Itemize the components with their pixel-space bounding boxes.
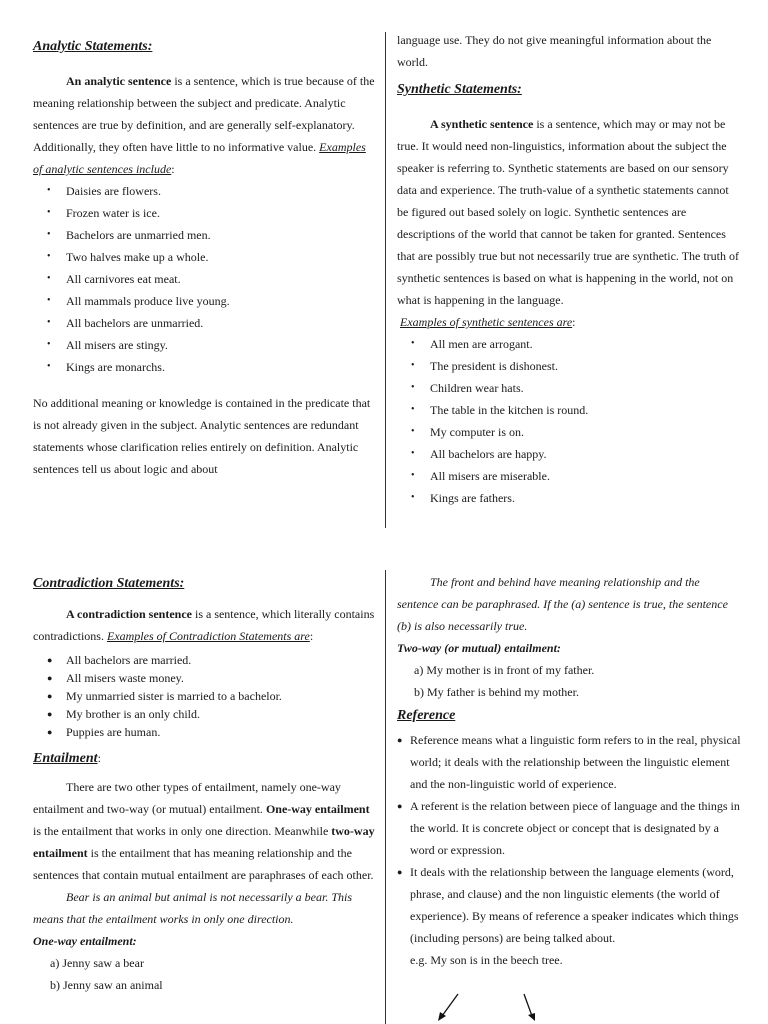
list-item: • All carnivores eat meat. [33,268,378,290]
list-item: ● All bachelors are married. [33,651,378,669]
twoway-examples [397,659,742,703]
list-item: • All misers are stingy. [33,334,378,356]
synthetic-examples-label: Examples of synthetic sentences are [400,315,573,329]
reference-list [397,729,742,949]
list-item: ● It deals with the relationship between the language elements (word, phrase, and clause) and the non linguistic elements (the world of experience). By means of reference a speaker indicates which things (including persons) are being talked about. [397,861,742,949]
list-item: • All bachelors are unmarried. [33,312,378,334]
reference-heading: Reference [397,708,456,723]
reference-section [397,571,742,971]
synthetic-section [397,29,742,509]
reference-example: e.g. My son is in the beech tree. [410,953,563,967]
list-item: • The president is dishonest. [397,355,742,377]
list-item: • Frozen water is ice. [33,202,378,224]
oneway-example-a: a) Jenny saw a bear [50,956,144,970]
list-item: ● Reference means what a linguistic form refers to in the real, physical world; it deals with the relationship between the linguistic element and the non-linguistic world of experience. [397,729,742,795]
list-item: ● All misers waste money. [33,669,378,687]
list-item: ● A referent is the relation between piece of language and the things in the world. It is concrete object or concept that is designated by a word or expression. [397,795,742,861]
list-item: • My computer is on. [397,421,742,443]
entailment-paragraph-3: The front and behind have meaning relationship and the sentence can be paraphrased. If the (a) sentence is true, the sentence (b) is also necessarily true. [397,575,728,633]
column-divider-bottom [385,570,386,1024]
analytic-section [33,36,378,480]
contradiction-heading: Contradiction Statements: [33,576,185,591]
twoway-example-a: a) My mother is in front of my father. [414,663,595,677]
analytic-examples-label: Examples of analytic sentences include [33,140,366,176]
list-item: • Kings are fathers. [397,487,742,509]
arrow-left-icon [432,992,462,1022]
column-divider-top [385,32,386,528]
contradiction-examples-list [33,651,378,741]
contradiction-examples-label: Examples of Contradiction Statements are [106,629,310,643]
synthetic-intro-term: A synthetic sentence [430,117,534,131]
contradiction-intro: A contradiction sentence is a sentence, which literally contains contradictions. Examples of Contradiction Statements are: [33,607,375,643]
analytic-closing: No additional meaning or knowledge is contained in the predicate that is not already given in the subject. Analytic sentences are redundant statements whose clarification relies entirely on definition. Analytic sentences tell us about logic and about [33,396,371,476]
synthetic-examples-intro: Examples of synthetic sentences are: [400,315,576,329]
analytic-examples-list [33,180,378,378]
list-item: • The table in the kitchen is round. [397,399,742,421]
list-item: • Two halves make up a whole. [33,246,378,268]
list-item: ● My brother is an only child. [33,705,378,723]
oneway-example-b: b) Jenny saw an animal [50,978,163,992]
synthetic-intro: A synthetic sentence is a sentence, which may or may not be true. It would need non-linguistics, information about the subject the speaker is referring to. Synthetic statements are based on our sensory data and experience. The truth-value of a synthetic statements cannot be figured out based solely on logic. Synthetic sentences are descriptions of the world that cannot be taken for granted. Sentences that are possibly true but not necessarily true are synthetic. The truth of synthetic sentences is based on what is happening in the world, not on what is happening in the language. [397,117,740,307]
list-item: • Bachelors are unmarried men. [33,224,378,246]
list-item: • All misers are miserable. [397,465,742,487]
entailment-heading: Entailment: [33,751,101,766]
twoway-label: Two-way (or mutual) entailment: [397,641,561,655]
arrow-right-icon [518,992,542,1022]
twoway-example-b: b) My father is behind my mother. [414,685,579,699]
list-item: • Children wear hats. [397,377,742,399]
list-item: • Daisies are flowers. [33,180,378,202]
analytic-continuation: language use. They do not give meaningful information about the world. [397,33,712,69]
list-item: ● Puppies are human. [33,723,378,741]
oneway-label: One-way entailment: [33,934,137,948]
oneway-examples [33,952,378,996]
analytic-intro: An analytic sentence is a sentence, which is true because of the meaning relationship between the subject and predicate. Analytic sentences are true by definition, and are generally self-explanatory. Additionally, they often have little to no informative value. Examples of analytic sentences include: [33,74,375,176]
contradiction-section [33,573,378,996]
entailment-paragraph-1: There are two other types of entailment, namely one-way entailment and two-way (or mutual) entailment. One-way entailment is the entailment that works in only one direction. Meanwhile two-way entailment is the entailment that has meaning relationship and the sentences that contain mutual entailment are paraphrases of each other. [33,780,375,882]
synthetic-heading: Synthetic Statements: [397,82,522,97]
analytic-heading: Analytic Statements: [33,39,153,54]
list-item: • Kings are monarchs. [33,356,378,378]
list-item: • All men are arrogant. [397,333,742,355]
contradiction-intro-term: A contradiction sentence [66,607,192,621]
list-item: • All bachelors are happy. [397,443,742,465]
entailment-paragraph-2: Bear is an animal but animal is not necessarily a bear. This means that the entailment works in only one direction. [33,890,352,926]
list-item: ● My unmarried sister is married to a bachelor. [33,687,378,705]
analytic-intro-term: An analytic sentence [66,74,172,88]
list-item: • All mammals produce live young. [33,290,378,312]
synthetic-examples-list [397,333,742,509]
